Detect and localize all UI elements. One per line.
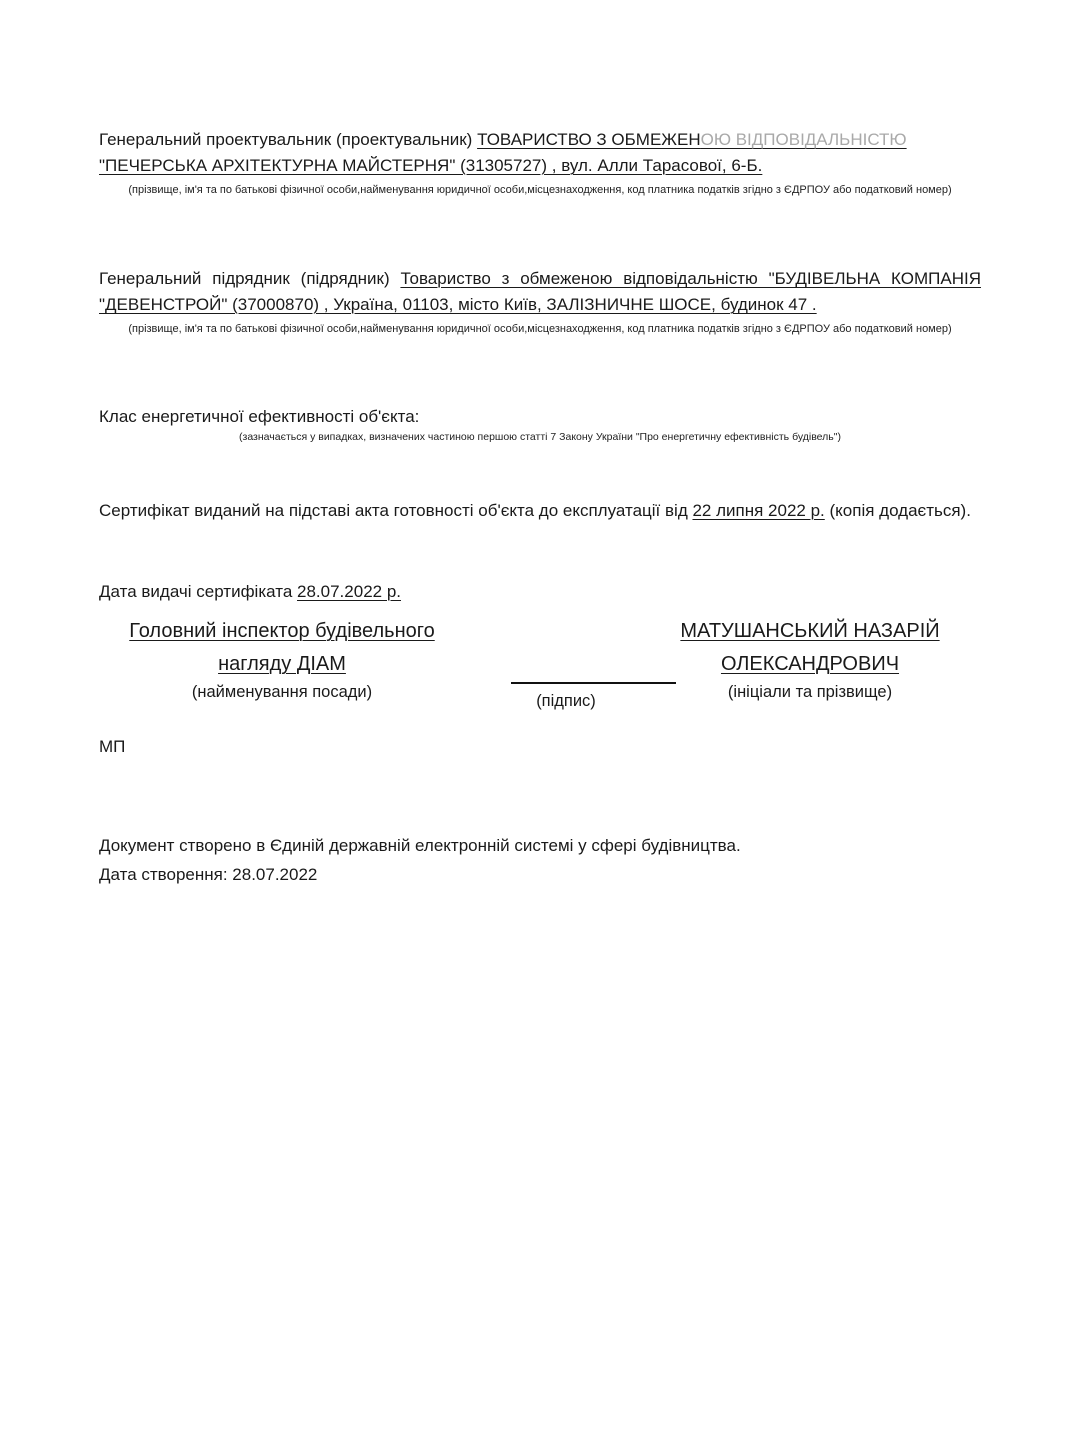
footer-system-note: Документ створено в Єдиній державній електронній системі у сфері будівництва. [99, 836, 741, 855]
designer-value-faded: ОЮ ВІДПОВІДАЛЬНІСТЮ [700, 130, 907, 149]
position-caption: (найменування посади) [191, 683, 373, 701]
inspector-name [650, 615, 970, 681]
position-title-line1: Головний інспектор будівельного [129, 620, 435, 642]
designer-value-visible: ТОВАРИСТВО З ОБМЕЖЕН [477, 130, 701, 149]
position-title [100, 615, 464, 681]
signature-caption: (підпис) [536, 692, 596, 710]
certificate-basis-copy-note: (копія додається). [829, 501, 971, 520]
inspector-name-line2: ОЛЕКСАНДРОВИЧ [720, 653, 900, 675]
designer-value-line2: "ПЕЧЕРСЬКА АРХІТЕКТУРНА МАЙСТЕРНЯ" (31305727) , вул. Алли Тарасової, 6-Б. [99, 156, 763, 175]
position-title-line2: нагляду ДІАМ [218, 653, 346, 675]
contractor-label: Генеральний підрядник (підрядник) [99, 269, 390, 288]
certificate-basis-text: Сертифікат виданий на підставі акта готовності об'єкта до експлуатації від [99, 501, 688, 520]
contractor-paragraph [99, 266, 981, 318]
issue-date-label: Дата видачі сертифіката [99, 582, 293, 601]
issue-date-value: 28.07.2022 р. [297, 582, 401, 601]
designer-note: (прізвище, ім'я та по батькові фізичної особи,найменування юридичної особи,місцезнаходження, код платника податків згідно з ЄДРПОУ або податковий номер) [128, 184, 952, 196]
stamp-label: МП [99, 737, 126, 756]
designer-paragraph [99, 127, 981, 179]
contractor-value: Товариство з обмеженою відповідальністю "БУДІВЕЛЬНА КОМПАНІЯ "ДЕВЕНСТРОЙ" (37000870) , Україна, 01103, місто Київ, ЗАЛІЗНИЧНЕ ШОСЕ, будинок 47 . [99, 269, 981, 314]
issue-date-row [99, 579, 981, 605]
readiness-act-date: 22 липня 2022 р. [692, 501, 825, 520]
designer-label: Генеральний проектувальник (проектувальник) [99, 130, 473, 149]
energy-class-note: (зазначається у випадках, визначених частиною першою статті 7 Закону України "Про енергетичну ефективність будівель") [239, 431, 841, 443]
inspector-name-line1: МАТУШАНСЬКИЙ НАЗАРІЙ [680, 620, 940, 642]
energy-class-label: Клас енергетичної ефективності об'єкта: [99, 407, 420, 426]
name-caption: (ініціали та прізвище) [727, 683, 893, 701]
designer-value [477, 130, 907, 149]
contractor-note: (прізвище, ім'я та по батькові фізичної особи,найменування юридичної особи,місцезнаходження, код платника податків згідно з ЄДРПОУ або податковий номер) [128, 323, 952, 335]
footer-creation-date: Дата створення: 28.07.2022 [99, 865, 318, 884]
certificate-basis-paragraph [99, 498, 981, 524]
